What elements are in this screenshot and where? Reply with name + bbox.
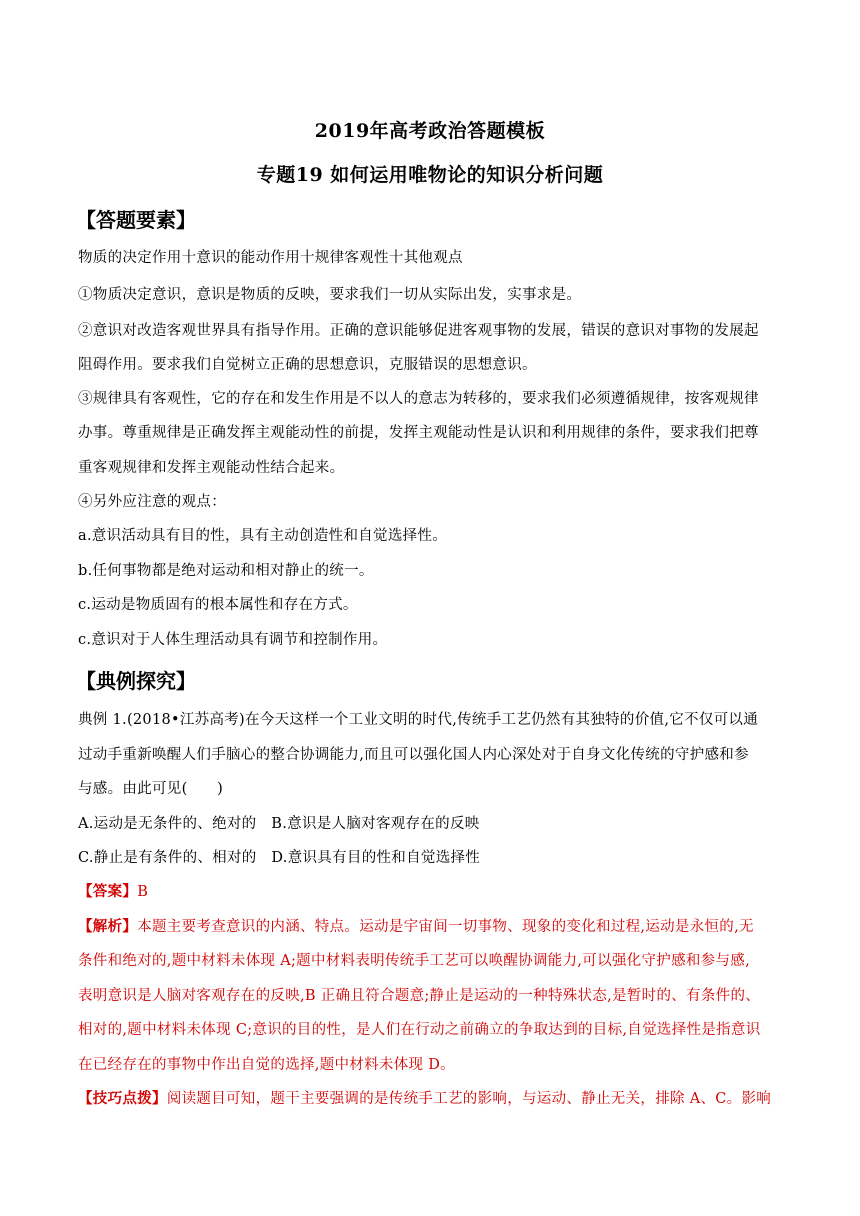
question-line: 过动手重新唤醒人们手脑心的整合协调能力,而且可以强化国人内心深处对于自身文化传统的守护感和参 bbox=[78, 747, 749, 763]
question-line: 典例 1.(2018•江苏高考)在今天这样一个工业文明的时代,传统手工艺仍然有其独特的价值,它不仅可以通 bbox=[78, 712, 759, 728]
paragraph-line: 重客观规律和发挥主观能动性结合起来。 bbox=[78, 460, 345, 476]
paragraph-line: b.任何事物都是绝对运动和相对静止的统一。 bbox=[78, 563, 374, 579]
paragraph-line: 办事。尊重规律是正确发挥主观能动性的前提，发挥主观能动性是认识和利用规律的条件，要求我们把尊 bbox=[78, 425, 759, 441]
analysis-line: 条件和绝对的,题中材料未体现 A;题中材料表明传统手工艺可以唤醒协调能力,可以强化守护感和参与感, bbox=[78, 953, 750, 969]
answer-value: B bbox=[137, 884, 149, 900]
section-heading-examples: 【典例探究】 bbox=[76, 669, 196, 693]
analysis-text: 本题主要考查意识的内涵、特点。运动是宇宙间一切事物、现象的变化和过程,运动是永恒的,无 bbox=[137, 919, 754, 935]
tip-line bbox=[78, 1087, 771, 1108]
analysis-line: 表明意识是人脑对客观存在的反映,B 正确且符合题意;静止是运动的一种特殊状态,是暂时的、有条件的、 bbox=[78, 988, 761, 1004]
paragraph-line: c.意识对于人体生理活动具有调节和控制作用。 bbox=[78, 632, 388, 648]
paragraph-line: ④另外应注意的观点： bbox=[78, 494, 226, 510]
paragraph-line: a.意识活动具有目的性，具有主动创造性和自觉选择性。 bbox=[78, 528, 448, 544]
tip-label: 【技巧点拨】 bbox=[78, 1090, 167, 1107]
paragraph-line: ②意识对改造客观世界具有指导作用。正确的意识能够促进客观事物的发展，错误的意识对事物的发展起 bbox=[78, 323, 759, 339]
document-subtitle: 专题19 如何运用唯物论的知识分析问题 bbox=[256, 164, 604, 186]
answer-line bbox=[78, 880, 148, 901]
analysis-line: 在已经存在的事物中作出自觉的选择,题中材料未体现 D。 bbox=[78, 1057, 455, 1073]
option-line: A.运动是无条件的、绝对的 B.意识是人脑对客观存在的反映 bbox=[78, 816, 480, 832]
option-line: C.静止是有条件的、相对的 D.意识具有目的性和自觉选择性 bbox=[78, 850, 481, 866]
question-line: 与感。由此可见( ) bbox=[78, 781, 224, 797]
paragraph-line: ①物质决定意识，意识是物质的反映，要求我们一切从实际出发，实事求是。 bbox=[78, 287, 582, 303]
paragraph-line: ③规律具有客观性，它的存在和发生作用是不以人的意志为转移的，要求我们必须遵循规律，按客观规律 bbox=[78, 391, 759, 407]
tip-text: 阅读题目可知，题干主要强调的是传统手工艺的影响，与运动、静止无关，排除 A、C。影响 bbox=[166, 1091, 772, 1107]
analysis-line bbox=[78, 915, 754, 936]
paragraph-line: c.运动是物质固有的根本属性和存在方式。 bbox=[78, 597, 358, 613]
document-title: 2019年高考政治答题模板 bbox=[314, 120, 546, 142]
section-heading-elements: 【答题要素】 bbox=[76, 208, 196, 232]
analysis-line: 相对的,题中材料未体现 C;意识的目的性，是人们在行动之前确立的争取达到的目标,自觉选择性是指意识 bbox=[78, 1022, 761, 1038]
paragraph-line: 阻碍作用。要求我们自觉树立正确的思想意识，克服错误的思想意识。 bbox=[78, 357, 537, 373]
answer-label: 【答案】 bbox=[78, 883, 138, 900]
analysis-label: 【解析】 bbox=[78, 918, 138, 935]
paragraph-line: 物质的决定作用十意识的能动作用十规律客观性十其他观点 bbox=[78, 250, 463, 266]
